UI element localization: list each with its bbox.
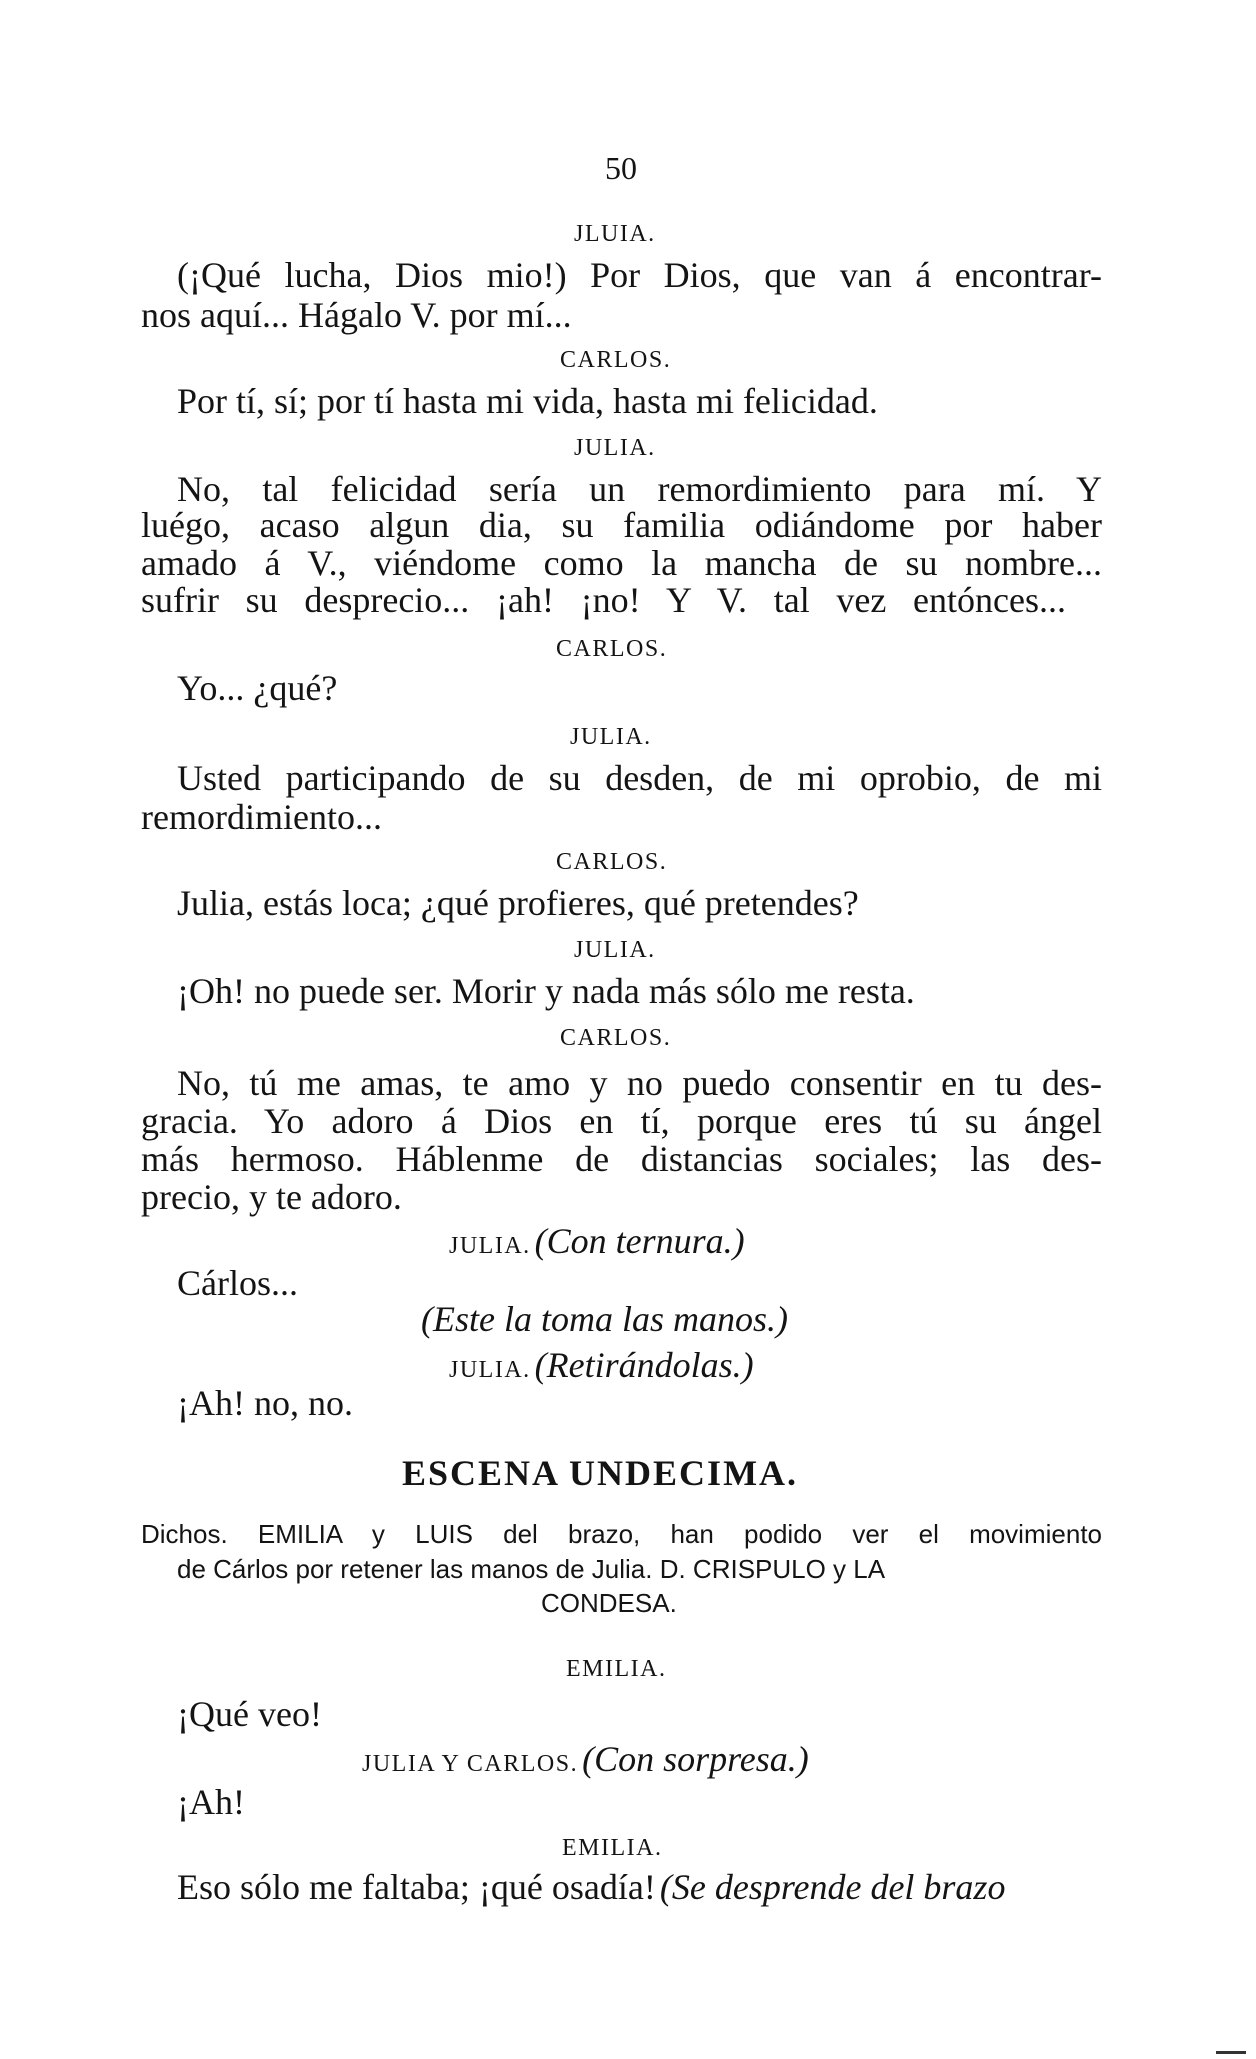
scene-heading: ESCENA UNDECIMA. [402,1453,799,1493]
dialogue-line: Cárlos... [177,1263,298,1303]
dialogue-line: nos aquí... Hágalo V. por mí... [141,295,572,335]
dialogue-line: No, tú me amas, te amo y no puedo consentir en tu des- [177,1063,1102,1103]
speaker-label: JULIA. [449,1233,531,1259]
speaker-label: CARLOS. [556,636,668,662]
speaker-label: CARLOS. [556,849,668,875]
dialogue-line: amado á V., viéndome como la mancha de su nombre... [141,543,1102,583]
dialogue-line: Por tí, sí; por tí hasta mi vida, hasta mi felicidad. [177,381,878,421]
dialogue-line-with-direction [177,1869,1005,1905]
speaker-label: JULIA Y CARLOS. [362,1751,579,1777]
stage-direction: (Retirándolas.) [534,1345,754,1385]
speaker-label: EMILIA. [566,1656,667,1682]
dialogue-line: No, tal felicidad sería un remordimiento para mí. Y [177,469,1102,509]
dialogue-line: Julia, estás loca; ¿qué profieres, qué pretendes? [177,883,859,923]
dialogue-line: más hermoso. Háblenme de distancias sociales; las des- [141,1139,1102,1179]
dialogue-line: precio, y te adoro. [141,1177,402,1217]
speaker-with-direction [362,1741,809,1777]
speaker-label: JLUIA. [574,221,656,247]
speaker-label: JULIA. [574,435,656,461]
stage-direction: (Con ternura.) [534,1221,745,1261]
page-number: 50 [605,150,637,186]
dialogue-line: Usted participando de su desden, de mi oprobio, de mi [177,758,1102,798]
dialogue-line: ¡Ah! [177,1782,245,1822]
speaker-with-direction [449,1223,745,1259]
dialogue-line: ¡Qué veo! [177,1694,322,1734]
speaker-with-direction [449,1347,754,1383]
dialogue-line: remordimiento... [141,797,382,837]
stage-direction: (Se desprende del brazo [659,1867,1006,1907]
speaker-label: CARLOS. [560,1025,672,1051]
dialogue-line: sufrir su desprecio... ¡ah! ¡no! Y V. tal vez entónces... [141,580,1066,620]
dialogue-line: ¡Ah! no, no. [177,1383,353,1423]
stage-direction-line: de Cárlos por retener las manos de Julia. D. CRISPULO y LA [177,1554,886,1584]
speaker-label: CARLOS. [560,347,672,373]
speaker-label: JULIA. [574,937,656,963]
speaker-label: JULIA. [449,1357,531,1383]
dialogue-line: (¡Qué lucha, Dios mio!) Por Dios, que van á encontrar- [177,255,1102,295]
stage-direction-line: Dichos. EMILIA y LUIS del brazo, han podido ver el movimiento [141,1519,1102,1549]
speaker-label: EMILIA. [562,1835,663,1861]
dialogue-line: luégo, acaso algun dia, su familia odiándome por haber [141,505,1102,545]
dialogue-line: Yo... ¿qué? [177,668,338,708]
stage-direction: (Con sorpresa.) [582,1739,809,1779]
dialogue-line: ¡Oh! no puede ser. Morir y nada más sólo me resta. [177,971,915,1011]
dialogue-text: Eso sólo me faltaba; ¡qué osadía! [177,1867,656,1907]
speaker-label: JULIA. [570,724,652,750]
dialogue-line: gracia. Yo adoro á Dios en tí, porque eres tú su ángel [141,1101,1102,1141]
stage-direction-line: CONDESA. [541,1588,677,1618]
scan-mark [1216,2051,1246,2054]
stage-direction: (Este la toma las manos.) [421,1299,788,1339]
